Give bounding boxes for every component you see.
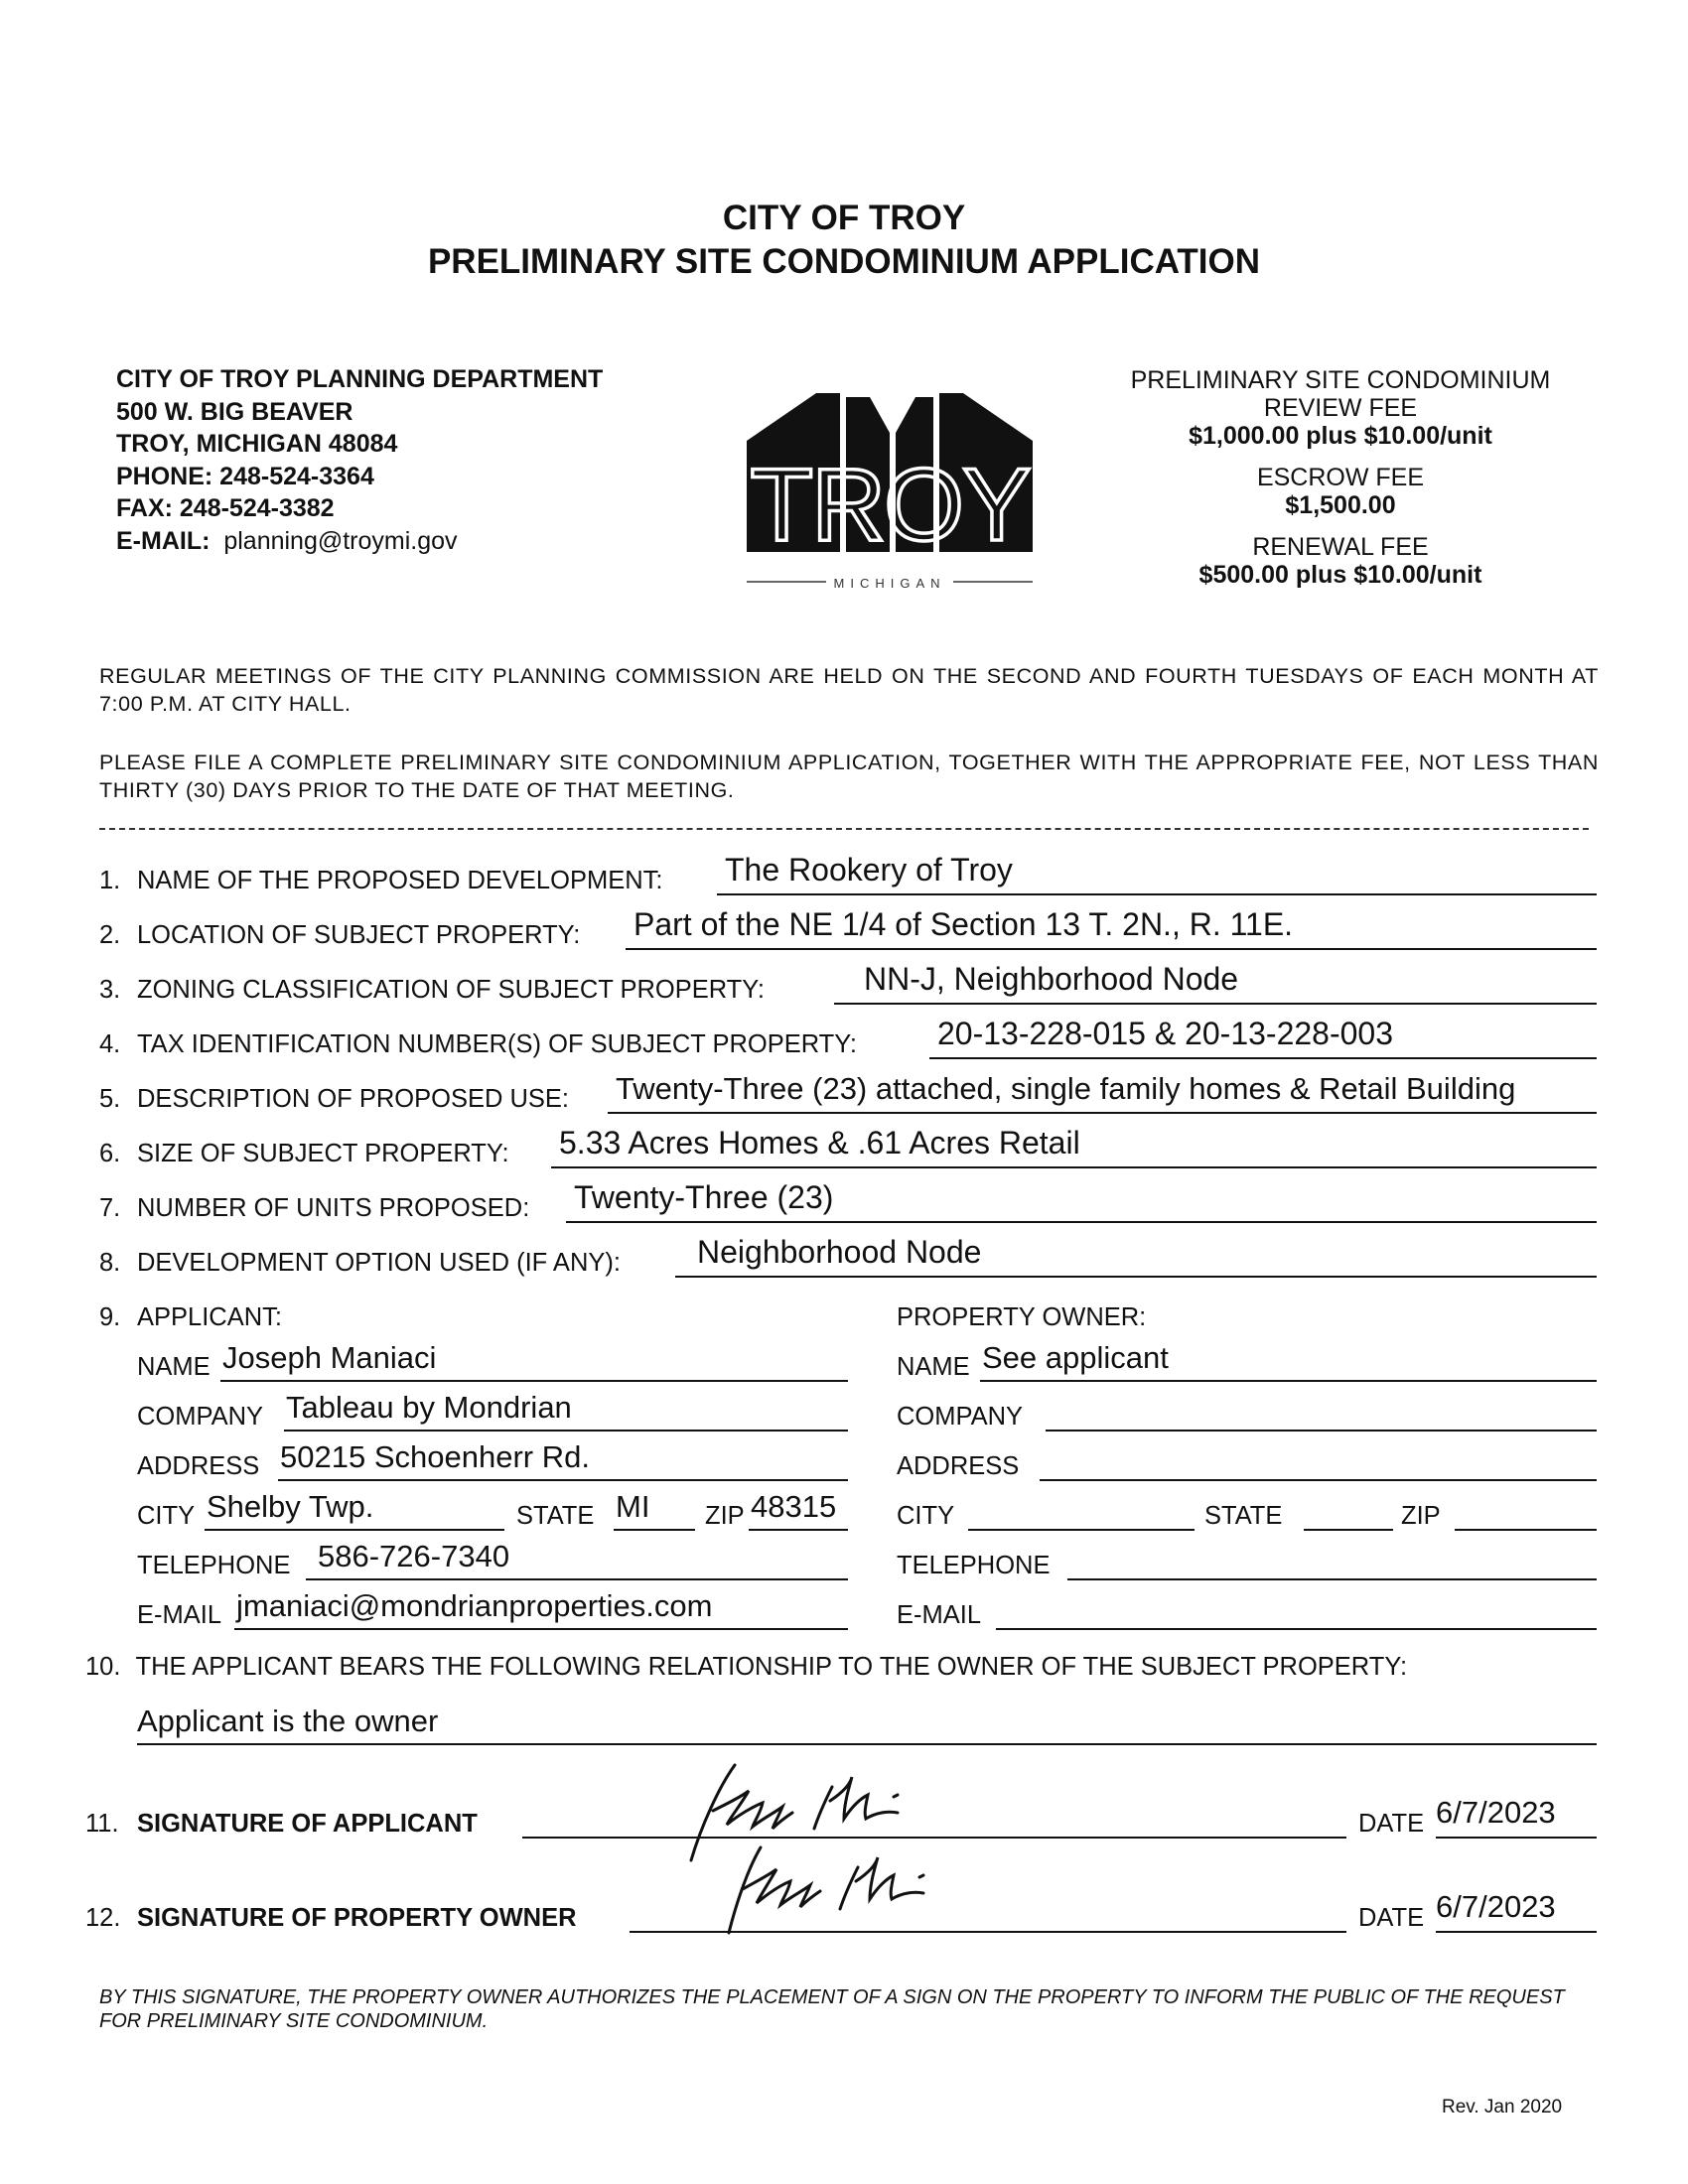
field-value: Joseph Maniaci: [222, 1340, 437, 1375]
field-label: ZIP: [705, 1502, 745, 1530]
owner-email-field[interactable]: [996, 1588, 1597, 1630]
field-value: Applicant is the owner: [137, 1704, 439, 1738]
relationship-field[interactable]: [137, 1700, 1597, 1745]
item-number: 12.: [85, 1904, 121, 1932]
relationship-row: [85, 1653, 1407, 1682]
applicant-heading: APPLICANT:: [137, 1303, 282, 1331]
department-address-block: [116, 363, 603, 557]
zoning-field[interactable]: [834, 961, 1597, 1005]
form-subtitle: PRELIMINARY SITE CONDOMINIUM APPLICATION: [427, 242, 1261, 281]
field-label: ZIP: [1401, 1502, 1441, 1530]
department-name: CITY OF TROY PLANNING DEPARTMENT: [116, 365, 604, 393]
item-number: 1.: [99, 867, 121, 894]
owner-fields: [897, 1332, 1597, 1630]
field-value: 586-726-7340: [318, 1539, 510, 1573]
field-label: ADDRESS: [897, 1452, 1020, 1480]
review-fee-label-2: REVIEW FEE: [1263, 394, 1418, 422]
owner-address-row: [897, 1432, 1597, 1481]
department-email[interactable]: planning@troymi.gov: [223, 526, 458, 555]
owner-telephone-field[interactable]: [1067, 1539, 1597, 1580]
applicant-state-field[interactable]: [614, 1489, 695, 1531]
item-number: 2.: [99, 921, 121, 949]
department-street: 500 W. BIG BEAVER: [116, 397, 353, 426]
item-number: 5.: [99, 1085, 121, 1113]
owner-company-field[interactable]: [1046, 1390, 1597, 1432]
owner-name-field[interactable]: [980, 1340, 1597, 1382]
applicant-fields: [137, 1332, 848, 1630]
item-development-option: [99, 1222, 1597, 1278]
field-label: NAME: [897, 1353, 970, 1381]
applicant-telephone-row: [137, 1531, 848, 1580]
field-value: 6/7/2023: [1436, 1889, 1556, 1924]
review-fee-amount: $1,000.00 plus $10.00/unit: [1189, 422, 1492, 450]
field-label: COMPANY: [897, 1403, 1024, 1431]
applicant-date-field[interactable]: [1436, 1797, 1597, 1839]
field-value: jmaniaci@mondrianproperties.com: [236, 1588, 713, 1623]
owner-email-row: [897, 1580, 1597, 1630]
field-label: E-MAIL: [137, 1601, 222, 1629]
item-label: NUMBER OF UNITS PROPOSED:: [137, 1194, 530, 1222]
field-value: See applicant: [982, 1340, 1169, 1375]
applicant-email-field[interactable]: [234, 1588, 848, 1630]
units-field[interactable]: [566, 1179, 1597, 1223]
item-property-size: [99, 1113, 1597, 1168]
item-label: DESCRIPTION OF PROPOSED USE:: [137, 1085, 569, 1113]
item-number: 11.: [85, 1810, 119, 1838]
proposed-use-field[interactable]: [608, 1071, 1597, 1114]
troy-logo: [747, 393, 1033, 592]
owner-signature-row: [85, 1861, 1597, 1941]
escrow-fee-label: ESCROW FEE: [1256, 464, 1425, 491]
owner-address-field[interactable]: [1040, 1439, 1597, 1481]
owner-date-field[interactable]: [1436, 1891, 1597, 1933]
field-value: 6/7/2023: [1436, 1795, 1556, 1830]
dashed-divider: [99, 828, 1589, 830]
field-value: Twenty-Three (23) attached, single family homes & Retail Building: [616, 1071, 1516, 1106]
item-number: 4.: [99, 1030, 121, 1058]
item-label: DEVELOPMENT OPTION USED (IF ANY):: [137, 1249, 621, 1277]
field-label: CITY: [137, 1502, 196, 1530]
applicant-signature-row: [85, 1767, 1597, 1846]
item-number: 8.: [99, 1249, 121, 1277]
field-label: CITY: [897, 1502, 955, 1530]
applicant-date-label: DATE: [1358, 1810, 1425, 1838]
item-tax-id: [99, 1004, 1597, 1059]
field-label: TELEPHONE: [897, 1552, 1051, 1579]
item-label: NAME OF THE PROPOSED DEVELOPMENT:: [137, 867, 663, 894]
authorization-note: BY THIS SIGNATURE, THE PROPERTY OWNER AUTHORIZES THE PLACEMENT OF A SIGN ON THE PROPERTY TO INFORM THE PUBLIC OF THE REQUEST FOR PRELIMINARY SITE CONDOMINIUM.: [99, 1986, 1565, 2032]
meetings-notice: REGULAR MEETINGS OF THE CITY PLANNING COMMISSION ARE HELD ON THE SECOND AND FOURTH TUESDAYS OF EACH MONTH AT 7:00 P.M. AT CITY HALL.: [99, 664, 1599, 716]
item-number: 10.: [85, 1653, 121, 1681]
owner-company-row: [897, 1382, 1597, 1432]
item-label: SIZE OF SUBJECT PROPERTY:: [137, 1140, 509, 1167]
applicant-company-field[interactable]: [284, 1390, 848, 1432]
department-city: TROY, MICHIGAN 48084: [116, 430, 398, 458]
development-name-field[interactable]: [717, 852, 1597, 895]
item-proposed-use: [99, 1058, 1597, 1114]
field-value: NN-J, Neighborhood Node: [864, 961, 1239, 997]
owner-signature-label: SIGNATURE OF PROPERTY OWNER: [137, 1904, 577, 1932]
owner-zip-field[interactable]: [1455, 1489, 1597, 1531]
applicant-city-field[interactable]: [205, 1489, 504, 1531]
item-label: ZONING CLASSIFICATION OF SUBJECT PROPERTY:: [137, 976, 765, 1004]
field-label: COMPANY: [137, 1403, 264, 1431]
field-value: 5.33 Acres Homes & .61 Acres Retail: [559, 1125, 1080, 1160]
owner-name-row: [897, 1332, 1597, 1382]
escrow-fee-amount: $1,500.00: [1285, 491, 1396, 519]
filing-notice: PLEASE FILE A COMPLETE PRELIMINARY SITE CONDOMINIUM APPLICATION, TOGETHER WITH THE APPROPRIATE FEE, NOT LESS THAN THIRTY (30) DAYS PRIOR TO THE DATE OF THAT MEETING.: [99, 751, 1599, 802]
logo-wordmark: TROY: [750, 448, 1030, 563]
field-value: Tableau by Mondrian: [286, 1390, 572, 1425]
department-fax: FAX: 248-524-3382: [116, 494, 335, 522]
fee-schedule: [1072, 366, 1609, 589]
owner-signature-field[interactable]: [630, 1891, 1346, 1933]
applicant-city-row: [137, 1481, 848, 1531]
applicant-address-field[interactable]: [278, 1439, 848, 1481]
item-label: TAX IDENTIFICATION NUMBER(S) OF SUBJECT PROPERTY:: [137, 1030, 857, 1058]
field-value: Shelby Twp.: [207, 1489, 374, 1524]
field-value: MI: [616, 1489, 650, 1524]
owner-telephone-row: [897, 1531, 1597, 1580]
field-label: STATE: [516, 1502, 595, 1530]
owner-date-label: DATE: [1358, 1904, 1425, 1932]
department-email-label: E-MAIL:: [116, 526, 211, 555]
applicant-zip-field[interactable]: [749, 1489, 848, 1531]
field-value: 48315: [751, 1489, 837, 1524]
owner-heading: PROPERTY OWNER:: [897, 1303, 1147, 1331]
review-fee-label-1: PRELIMINARY SITE CONDOMINIUM: [1130, 366, 1551, 394]
development-option-field[interactable]: [675, 1234, 1597, 1278]
item-number: 7.: [99, 1194, 121, 1222]
field-label: NAME: [137, 1353, 211, 1381]
item-development-name: [99, 840, 1597, 895]
item-units: [99, 1167, 1597, 1223]
applicant-company-row: [137, 1382, 848, 1432]
property-size-field[interactable]: [551, 1125, 1597, 1168]
applicant-email-row: [137, 1580, 848, 1630]
department-phone: PHONE: 248-524-3364: [116, 462, 374, 490]
revision-label: Rev. Jan 2020: [1442, 2097, 1563, 2117]
field-label: TELEPHONE: [137, 1552, 291, 1579]
item-location: [99, 894, 1597, 950]
owner-state-field[interactable]: [1304, 1489, 1393, 1531]
tax-id-field[interactable]: [929, 1016, 1597, 1059]
owner-city-field[interactable]: [968, 1489, 1195, 1531]
item-number: 9.: [99, 1303, 121, 1331]
field-label: ADDRESS: [137, 1452, 260, 1480]
item-number: 6.: [99, 1140, 121, 1167]
field-value: 50215 Schoenherr Rd.: [280, 1439, 590, 1474]
applicant-telephone-field[interactable]: [306, 1539, 848, 1580]
field-value: Neighborhood Node: [697, 1234, 982, 1270]
field-label: E-MAIL: [897, 1601, 982, 1629]
field-value: 20-13-228-015 & 20-13-228-003: [937, 1016, 1393, 1051]
applicant-name-row: [137, 1332, 848, 1382]
applicant-name-field[interactable]: [220, 1340, 848, 1382]
field-value: Part of the NE 1/4 of Section 13 T. 2N., R. 11E.: [633, 906, 1294, 942]
logo-subtitle: MICHIGAN: [833, 576, 946, 591]
applicant-signature-field[interactable]: [522, 1797, 1346, 1839]
renewal-fee-label: RENEWAL FEE: [1252, 533, 1429, 561]
location-field[interactable]: [626, 906, 1597, 950]
relationship-label: THE APPLICANT BEARS THE FOLLOWING RELATIONSHIP TO THE OWNER OF THE SUBJECT PROPERTY:: [135, 1653, 1408, 1681]
renewal-fee-amount: $500.00 plus $10.00/unit: [1198, 561, 1482, 589]
applicant-address-row: [137, 1432, 848, 1481]
owner-signature-image: [719, 1842, 977, 1941]
field-label: STATE: [1204, 1502, 1283, 1530]
owner-city-row: [897, 1481, 1597, 1531]
field-value: The Rookery of Troy: [725, 852, 1013, 887]
item-number: 3.: [99, 976, 121, 1004]
item-zoning: [99, 949, 1597, 1005]
item-label: LOCATION OF SUBJECT PROPERTY:: [137, 921, 581, 949]
field-value: Twenty-Three (23): [574, 1179, 834, 1215]
applicant-signature-label: SIGNATURE OF APPLICANT: [137, 1810, 478, 1838]
applicant-heading-line: [99, 1303, 282, 1332]
form-title: CITY OF TROY: [722, 199, 966, 237]
